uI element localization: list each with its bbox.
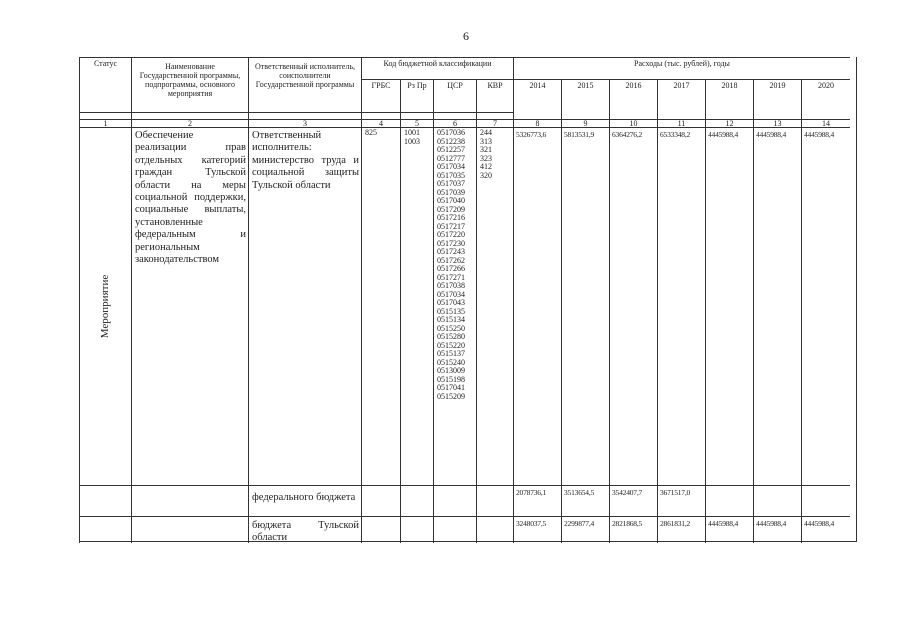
responsible-executor: Ответственный исполнитель: министерство труда и социальной защиты Тульской области: [248, 127, 361, 485]
value-cell: [705, 485, 753, 516]
col-number: 14: [801, 119, 850, 127]
empty-cell: [476, 485, 513, 516]
empty-cell: [433, 485, 476, 516]
rzpr-code: 1001 1003: [400, 127, 433, 485]
header-year-2015: 2015: [561, 79, 609, 119]
spacer-cell: [476, 112, 513, 119]
value-cell: 4445988,4: [801, 127, 850, 485]
value-cell: 3248037,5: [513, 516, 561, 543]
col-number: 6: [433, 119, 476, 127]
grbs-code: 825: [361, 127, 400, 485]
empty-cell: [400, 516, 433, 543]
header-year-2014: 2014: [513, 79, 561, 119]
header-expenses: Расходы (тыс. рублей), годы: [513, 57, 850, 79]
spacer-cell: [79, 112, 131, 119]
header-rzpr: Рз Пр: [400, 79, 433, 112]
kvr-codes: 244 313 321 323 412 320: [476, 127, 513, 485]
empty-cell: [131, 516, 248, 543]
empty-cell: [400, 485, 433, 516]
col-number: 9: [561, 119, 609, 127]
value-cell: 6533348,2: [657, 127, 705, 485]
value-cell: 4445988,4: [705, 516, 753, 543]
empty-cell: [79, 516, 131, 543]
col-number: 13: [753, 119, 801, 127]
header-kvr: КВР: [476, 79, 513, 112]
value-cell: 5326773,6: [513, 127, 561, 485]
budget-table: [79, 57, 857, 542]
col-number: 8: [513, 119, 561, 127]
regional-budget-label: бюджета Тульской области: [248, 516, 361, 543]
value-cell: 3671517,0: [657, 485, 705, 516]
federal-budget-label: федерального бюджета: [248, 485, 361, 516]
empty-cell: [433, 516, 476, 543]
value-cell: [801, 485, 850, 516]
spacer-cell: [400, 112, 433, 119]
header-year-2020: 2020: [801, 79, 850, 119]
value-cell: 4445988,4: [705, 127, 753, 485]
header-year-2016: 2016: [609, 79, 657, 119]
spacer-cell: [248, 112, 361, 119]
col-number: 11: [657, 119, 705, 127]
value-cell: 2861831,2: [657, 516, 705, 543]
empty-cell: [361, 516, 400, 543]
col-number: 12: [705, 119, 753, 127]
page-number: 6: [463, 29, 469, 43]
col-number: 2: [131, 119, 248, 127]
value-cell: 6364276,2: [609, 127, 657, 485]
value-cell: 3513654,5: [561, 485, 609, 516]
header-year-2018: 2018: [705, 79, 753, 119]
empty-cell: [361, 485, 400, 516]
empty-cell: [79, 485, 131, 516]
header-responsible: Ответственный исполнитель, соисполнители Государственной программы: [248, 57, 361, 112]
header-name: Наименование Государственной программы, подпрограммы, основного мероприятия: [131, 57, 248, 112]
col-number: 5: [400, 119, 433, 127]
value-cell: 4445988,4: [801, 516, 850, 543]
spacer-cell: [361, 112, 400, 119]
value-cell: 2299877,4: [561, 516, 609, 543]
value-cell: 2078736,1: [513, 485, 561, 516]
header-status: Статус: [79, 57, 131, 112]
value-cell: 5813531,9: [561, 127, 609, 485]
col-number: 7: [476, 119, 513, 127]
header-csr: ЦСР: [433, 79, 476, 112]
empty-cell: [131, 485, 248, 516]
measure-name: Обеспечение реализации прав отдельных категорий граждан Тульской области на меры социальной поддержки, социальные выплаты, установленные федеральным и региональным законодательством: [131, 127, 248, 485]
value-cell: 3542407,7: [609, 485, 657, 516]
empty-cell: [476, 516, 513, 543]
col-number: 1: [79, 119, 131, 127]
col-number: 3: [248, 119, 361, 127]
header-year-2017: 2017: [657, 79, 705, 119]
csr-codes: 0517036 0512238 0512257 0512777 0517034 0517035 0517037 0517039 0517040 0517209 0517216 0517217 0517220 0517230 0517243 0517262 0517266 0517271 0517038 0517034 0517043 0515135 0515134 0515250 0515280 0515220 0515137 0515240 0513009 0515198 0517041 0515209: [433, 127, 476, 485]
status-label: Мероприятие: [99, 274, 111, 339]
value-cell: 4445988,4: [753, 516, 801, 543]
spacer-cell: [131, 112, 248, 119]
value-cell: [753, 485, 801, 516]
col-number: 10: [609, 119, 657, 127]
col-number: 4: [361, 119, 400, 127]
header-grbs: ГРБС: [361, 79, 400, 112]
header-year-2019: 2019: [753, 79, 801, 119]
spacer-cell: [433, 112, 476, 119]
header-budget-code: Код бюджетной классификации: [361, 57, 513, 79]
status-cell: [79, 127, 131, 485]
value-cell: 2821868,5: [609, 516, 657, 543]
value-cell: 4445988,4: [753, 127, 801, 485]
